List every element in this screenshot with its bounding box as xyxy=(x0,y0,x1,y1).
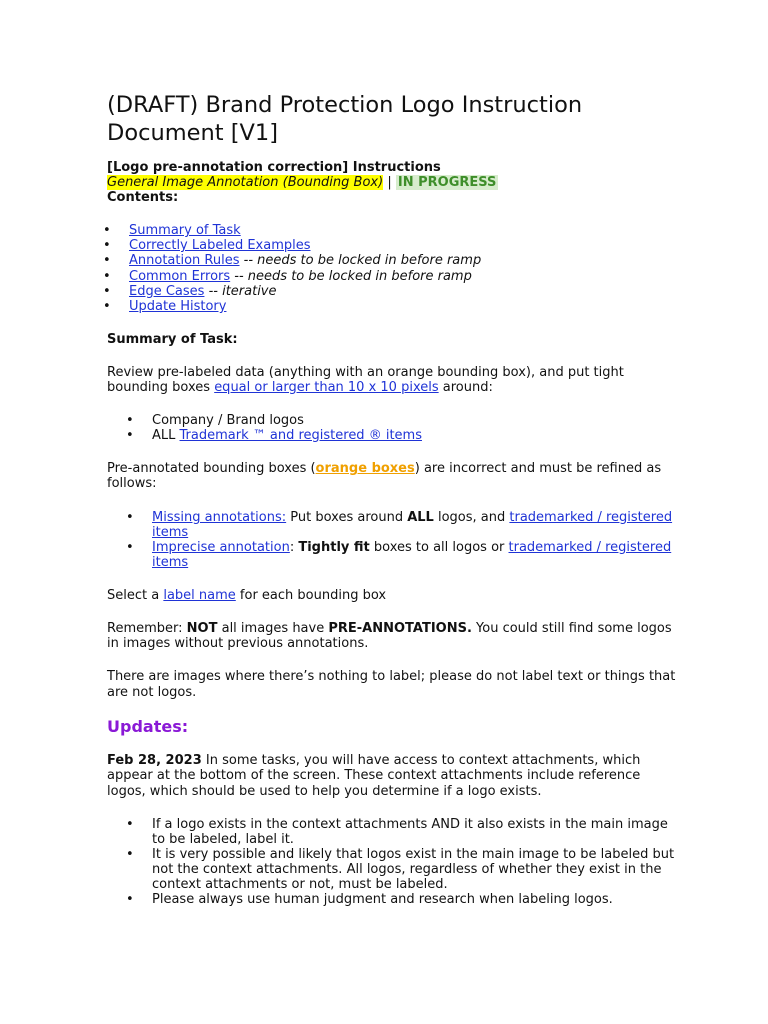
trademarked-registered-link[interactable]: items xyxy=(152,525,189,540)
toc-link-update-history[interactable]: Update History xyxy=(129,299,227,314)
pre-annotated-paragraph-line-2: follows: xyxy=(107,476,157,491)
orange-boxes-link[interactable]: orange boxes xyxy=(315,461,415,476)
toc-link-examples[interactable]: Correctly Labeled Examples xyxy=(129,238,311,253)
instructions-heading: [Logo pre-annotation correction] Instructions xyxy=(107,160,441,175)
remember-line-2: in images without previous annotations. xyxy=(107,636,369,651)
bullet-icon: • xyxy=(103,299,111,314)
bullet-icon: • xyxy=(103,284,111,299)
toc-link-annotation-rules[interactable]: Annotation Rules xyxy=(129,253,240,268)
document-title-line-1: (DRAFT) Brand Protection Logo Instruction xyxy=(107,92,583,118)
toc-note: -- iterative xyxy=(204,284,277,299)
missing-annotations-link[interactable]: Missing annotations: xyxy=(152,510,287,525)
bullet-icon: • xyxy=(126,540,134,555)
update-paragraph-line-3: logos, which should be used to help you determine if a logo exists. xyxy=(107,784,542,799)
task-type-line xyxy=(107,175,498,190)
trademarked-registered-link[interactable]: items xyxy=(152,555,189,570)
update-paragraph-line-1: Feb 28, 2023 In some tasks, you will have access to context attachments, which xyxy=(107,753,641,768)
summary-paragraph-line-2: bounding boxes equal or larger than 10 x 10 pixels around: xyxy=(107,380,493,395)
trademark-link[interactable]: Trademark ™ and registered ® items xyxy=(179,428,422,443)
bullet-icon: • xyxy=(126,510,134,525)
trademarked-registered-link[interactable]: trademarked / registered xyxy=(509,510,673,525)
toc-note: -- needs to be locked in before ramp xyxy=(239,253,482,268)
update-date: Feb 28, 2023 xyxy=(107,753,202,768)
toc-link-edge-cases[interactable]: Edge Cases xyxy=(129,284,205,299)
toc-link-common-errors[interactable]: Common Errors xyxy=(129,269,231,284)
update-paragraph-line-2: appear at the bottom of the screen. These context attachments include reference xyxy=(107,768,641,783)
remember-line-1: Remember: NOT all images have PRE-ANNOTATIONS. You could still find some logos xyxy=(107,621,672,636)
bullet-icon: • xyxy=(126,817,134,832)
bullet-icon: • xyxy=(126,892,134,907)
imprecise-annotation-link[interactable]: Imprecise annotation xyxy=(152,540,290,555)
bullet-icon: • xyxy=(103,238,111,253)
bullet-icon: • xyxy=(126,413,134,428)
updates-heading: Updates: xyxy=(107,717,189,736)
summary-paragraph-line-1: Review pre-labeled data (anything with an orange bounding box), and put tight xyxy=(107,365,624,380)
separator: | xyxy=(387,175,392,190)
nothing-to-label-line-1: There are images where there’s nothing to label; please do not label text or things that xyxy=(107,669,676,684)
nothing-to-label-line-2: are not logos. xyxy=(107,685,197,700)
bullet-icon: • xyxy=(126,847,134,862)
pre-annotated-paragraph-line-1: Pre-annotated bounding boxes (orange boxes) are incorrect and must be refined as xyxy=(107,461,662,476)
trademarked-registered-link[interactable]: trademarked / registered xyxy=(508,540,672,555)
toc-link-summary[interactable]: Summary of Task xyxy=(129,223,241,238)
size-requirement-link[interactable]: equal or larger than 10 x 10 pixels xyxy=(214,380,439,395)
task-type-highlight: General Image Annotation (Bounding Box) xyxy=(107,175,384,190)
bullet-icon: • xyxy=(103,253,111,268)
bullet-icon: • xyxy=(126,428,134,443)
status-badge: IN PROGRESS xyxy=(397,175,497,190)
document-title-line-2: Document [V1] xyxy=(107,120,278,146)
summary-heading: Summary of Task: xyxy=(107,332,238,347)
bullet-icon: • xyxy=(103,223,111,238)
label-name-link[interactable]: label name xyxy=(163,588,236,603)
contents-label: Contents: xyxy=(107,190,179,205)
bullet-icon: • xyxy=(103,269,111,284)
select-label-line: Select a label name for each bounding box xyxy=(107,588,387,603)
toc-note: -- needs to be locked in before ramp xyxy=(230,269,472,284)
